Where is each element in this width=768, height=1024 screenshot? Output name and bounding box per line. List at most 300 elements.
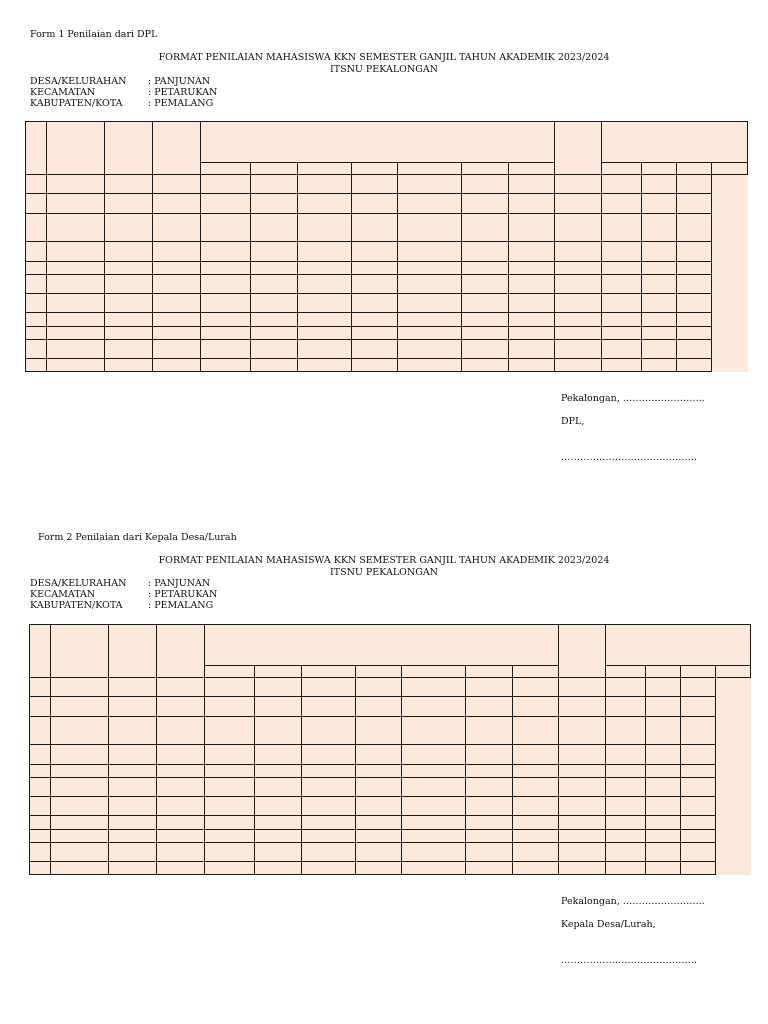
table-cell[interactable] [26, 275, 47, 294]
table-cell[interactable] [47, 359, 105, 372]
table-cell[interactable] [559, 862, 606, 875]
table-cell[interactable] [646, 778, 681, 797]
table-cell[interactable] [30, 697, 51, 717]
table-cell[interactable] [398, 214, 462, 242]
table-cell[interactable] [109, 678, 157, 697]
table-cell[interactable] [513, 797, 559, 816]
table-cell[interactable] [681, 765, 716, 778]
table-cell[interactable] [606, 843, 646, 862]
table-cell[interactable] [105, 327, 153, 340]
table-cell[interactable] [105, 275, 153, 294]
table-cell[interactable] [26, 294, 47, 313]
table-cell[interactable] [513, 816, 559, 830]
table-cell[interactable] [109, 765, 157, 778]
table-cell[interactable] [559, 778, 606, 797]
table-cell[interactable] [509, 214, 555, 242]
table-cell[interactable] [205, 765, 255, 778]
table-cell[interactable] [646, 862, 681, 875]
table-cell[interactable] [555, 275, 602, 294]
table-cell[interactable] [462, 194, 509, 214]
table-cell[interactable] [157, 745, 205, 765]
table-cell[interactable] [555, 327, 602, 340]
table-cell[interactable] [352, 359, 398, 372]
table-cell[interactable] [105, 262, 153, 275]
table-cell[interactable] [646, 717, 681, 745]
table-cell[interactable] [255, 816, 302, 830]
table-cell[interactable] [681, 717, 716, 745]
table-cell[interactable] [642, 340, 677, 359]
table-cell[interactable] [513, 778, 559, 797]
table-cell[interactable] [51, 862, 109, 875]
table-cell[interactable] [555, 194, 602, 214]
table-cell[interactable] [30, 778, 51, 797]
table-cell[interactable] [153, 359, 201, 372]
table-cell[interactable] [466, 830, 513, 843]
table-cell[interactable] [302, 697, 356, 717]
table-cell[interactable] [47, 340, 105, 359]
table-cell[interactable] [298, 359, 352, 372]
table-cell[interactable] [606, 816, 646, 830]
table-cell[interactable] [602, 175, 642, 194]
table-cell[interactable] [109, 797, 157, 816]
table-cell[interactable] [466, 862, 513, 875]
table-cell[interactable] [513, 830, 559, 843]
table-cell[interactable] [559, 797, 606, 816]
table-cell[interactable] [255, 697, 302, 717]
table-cell[interactable] [30, 843, 51, 862]
table-cell[interactable] [30, 816, 51, 830]
table-cell[interactable] [105, 214, 153, 242]
table-cell[interactable] [606, 717, 646, 745]
table-cell[interactable] [402, 778, 466, 797]
table-cell[interactable] [109, 862, 157, 875]
table-cell[interactable] [30, 797, 51, 816]
table-cell[interactable] [26, 340, 47, 359]
table-cell[interactable] [47, 194, 105, 214]
table-cell[interactable] [255, 765, 302, 778]
table-cell[interactable] [513, 843, 559, 862]
table-cell[interactable] [356, 843, 402, 862]
table-cell[interactable] [356, 778, 402, 797]
table-cell[interactable] [153, 313, 201, 327]
table-cell[interactable] [201, 275, 251, 294]
table-cell[interactable] [47, 242, 105, 262]
table-cell[interactable] [298, 313, 352, 327]
table-cell[interactable] [26, 214, 47, 242]
table-cell[interactable] [352, 214, 398, 242]
table-cell[interactable] [462, 313, 509, 327]
table-cell[interactable] [298, 275, 352, 294]
table-cell[interactable] [677, 194, 712, 214]
table-cell[interactable] [646, 678, 681, 697]
table-cell[interactable] [356, 797, 402, 816]
table-cell[interactable] [302, 678, 356, 697]
table-cell[interactable] [201, 294, 251, 313]
table-cell[interactable] [646, 745, 681, 765]
table-cell[interactable] [201, 313, 251, 327]
table-cell[interactable] [255, 717, 302, 745]
table-cell[interactable] [646, 765, 681, 778]
table-cell[interactable] [251, 313, 298, 327]
table-cell[interactable] [356, 862, 402, 875]
table-cell[interactable] [677, 262, 712, 275]
table-cell[interactable] [606, 830, 646, 843]
table-cell[interactable] [109, 830, 157, 843]
table-cell[interactable] [105, 242, 153, 262]
table-cell[interactable] [642, 214, 677, 242]
table-cell[interactable] [30, 830, 51, 843]
table-cell[interactable] [51, 843, 109, 862]
table-cell[interactable] [398, 340, 462, 359]
table-cell[interactable] [157, 797, 205, 816]
table-cell[interactable] [602, 275, 642, 294]
table-cell[interactable] [555, 359, 602, 372]
table-cell[interactable] [26, 175, 47, 194]
table-cell[interactable] [352, 294, 398, 313]
table-cell[interactable] [30, 765, 51, 778]
table-cell[interactable] [555, 294, 602, 313]
table-cell[interactable] [255, 830, 302, 843]
table-cell[interactable] [109, 778, 157, 797]
table-cell[interactable] [298, 242, 352, 262]
table-cell[interactable] [251, 242, 298, 262]
table-cell[interactable] [105, 359, 153, 372]
table-cell[interactable] [30, 745, 51, 765]
table-cell[interactable] [681, 830, 716, 843]
table-cell[interactable] [205, 862, 255, 875]
table-cell[interactable] [302, 765, 356, 778]
table-cell[interactable] [681, 678, 716, 697]
table-cell[interactable] [555, 340, 602, 359]
table-cell[interactable] [105, 313, 153, 327]
table-cell[interactable] [251, 175, 298, 194]
table-cell[interactable] [205, 717, 255, 745]
table-cell[interactable] [251, 294, 298, 313]
table-cell[interactable] [201, 214, 251, 242]
table-cell[interactable] [509, 194, 555, 214]
table-cell[interactable] [302, 745, 356, 765]
table-cell[interactable] [255, 843, 302, 862]
table-cell[interactable] [466, 778, 513, 797]
table-cell[interactable] [302, 816, 356, 830]
table-cell[interactable] [201, 262, 251, 275]
table-cell[interactable] [642, 359, 677, 372]
table-cell[interactable] [298, 214, 352, 242]
table-cell[interactable] [51, 816, 109, 830]
table-cell[interactable] [602, 313, 642, 327]
table-cell[interactable] [677, 313, 712, 327]
table-cell[interactable] [47, 313, 105, 327]
table-cell[interactable] [606, 697, 646, 717]
table-cell[interactable] [402, 745, 466, 765]
table-cell[interactable] [398, 242, 462, 262]
table-cell[interactable] [398, 194, 462, 214]
table-cell[interactable] [157, 816, 205, 830]
table-cell[interactable] [26, 262, 47, 275]
table-cell[interactable] [642, 294, 677, 313]
table-cell[interactable] [402, 843, 466, 862]
table-cell[interactable] [302, 778, 356, 797]
table-cell[interactable] [356, 765, 402, 778]
table-cell[interactable] [153, 275, 201, 294]
table-cell[interactable] [398, 275, 462, 294]
table-cell[interactable] [646, 843, 681, 862]
table-cell[interactable] [466, 717, 513, 745]
table-cell[interactable] [402, 862, 466, 875]
table-cell[interactable] [201, 194, 251, 214]
table-cell[interactable] [559, 697, 606, 717]
table-cell[interactable] [51, 717, 109, 745]
table-cell[interactable] [51, 830, 109, 843]
table-cell[interactable] [47, 262, 105, 275]
table-cell[interactable] [47, 175, 105, 194]
table-cell[interactable] [606, 765, 646, 778]
table-cell[interactable] [105, 340, 153, 359]
table-cell[interactable] [352, 242, 398, 262]
table-cell[interactable] [298, 175, 352, 194]
table-cell[interactable] [153, 214, 201, 242]
table-cell[interactable] [642, 275, 677, 294]
table-cell[interactable] [26, 242, 47, 262]
table-cell[interactable] [402, 830, 466, 843]
table-cell[interactable] [681, 797, 716, 816]
table-cell[interactable] [681, 862, 716, 875]
table-cell[interactable] [153, 242, 201, 262]
table-cell[interactable] [555, 175, 602, 194]
table-cell[interactable] [157, 717, 205, 745]
table-cell[interactable] [205, 697, 255, 717]
table-cell[interactable] [105, 194, 153, 214]
table-cell[interactable] [646, 830, 681, 843]
table-cell[interactable] [356, 717, 402, 745]
table-cell[interactable] [201, 175, 251, 194]
table-cell[interactable] [205, 816, 255, 830]
table-cell[interactable] [157, 765, 205, 778]
table-cell[interactable] [462, 359, 509, 372]
table-cell[interactable] [681, 697, 716, 717]
table-cell[interactable] [606, 678, 646, 697]
table-cell[interactable] [109, 697, 157, 717]
table-cell[interactable] [681, 816, 716, 830]
table-cell[interactable] [466, 816, 513, 830]
table-cell[interactable] [677, 175, 712, 194]
table-cell[interactable] [642, 313, 677, 327]
table-cell[interactable] [513, 862, 559, 875]
table-cell[interactable] [398, 313, 462, 327]
table-cell[interactable] [462, 175, 509, 194]
table-cell[interactable] [153, 340, 201, 359]
table-cell[interactable] [352, 194, 398, 214]
table-cell[interactable] [509, 175, 555, 194]
table-cell[interactable] [51, 797, 109, 816]
table-cell[interactable] [602, 242, 642, 262]
table-cell[interactable] [352, 262, 398, 275]
table-cell[interactable] [255, 745, 302, 765]
table-cell[interactable] [559, 745, 606, 765]
table-cell[interactable] [509, 327, 555, 340]
table-cell[interactable] [642, 262, 677, 275]
table-cell[interactable] [153, 327, 201, 340]
table-cell[interactable] [298, 327, 352, 340]
table-cell[interactable] [26, 194, 47, 214]
table-cell[interactable] [51, 765, 109, 778]
table-cell[interactable] [555, 242, 602, 262]
table-cell[interactable] [602, 359, 642, 372]
table-cell[interactable] [352, 275, 398, 294]
table-cell[interactable] [462, 242, 509, 262]
table-cell[interactable] [681, 843, 716, 862]
table-cell[interactable] [398, 175, 462, 194]
table-cell[interactable] [602, 262, 642, 275]
table-cell[interactable] [398, 294, 462, 313]
table-cell[interactable] [513, 765, 559, 778]
table-cell[interactable] [402, 797, 466, 816]
table-cell[interactable] [402, 816, 466, 830]
table-cell[interactable] [602, 340, 642, 359]
table-cell[interactable] [30, 717, 51, 745]
table-cell[interactable] [47, 327, 105, 340]
table-cell[interactable] [26, 327, 47, 340]
table-cell[interactable] [681, 778, 716, 797]
table-cell[interactable] [513, 697, 559, 717]
table-cell[interactable] [462, 327, 509, 340]
table-cell[interactable] [602, 194, 642, 214]
table-cell[interactable] [105, 294, 153, 313]
table-cell[interactable] [26, 359, 47, 372]
table-cell[interactable] [302, 717, 356, 745]
table-cell[interactable] [462, 340, 509, 359]
table-cell[interactable] [352, 175, 398, 194]
table-cell[interactable] [302, 830, 356, 843]
table-cell[interactable] [509, 340, 555, 359]
table-cell[interactable] [642, 175, 677, 194]
table-cell[interactable] [513, 745, 559, 765]
table-cell[interactable] [462, 262, 509, 275]
table-cell[interactable] [646, 816, 681, 830]
table-cell[interactable] [201, 340, 251, 359]
table-cell[interactable] [157, 862, 205, 875]
table-cell[interactable] [205, 678, 255, 697]
table-cell[interactable] [153, 175, 201, 194]
table-cell[interactable] [513, 678, 559, 697]
table-cell[interactable] [509, 359, 555, 372]
table-cell[interactable] [509, 313, 555, 327]
table-cell[interactable] [513, 717, 559, 745]
table-cell[interactable] [559, 816, 606, 830]
table-cell[interactable] [681, 745, 716, 765]
table-cell[interactable] [109, 816, 157, 830]
table-cell[interactable] [677, 214, 712, 242]
table-cell[interactable] [402, 765, 466, 778]
table-cell[interactable] [255, 778, 302, 797]
table-cell[interactable] [109, 843, 157, 862]
table-cell[interactable] [298, 294, 352, 313]
table-cell[interactable] [201, 327, 251, 340]
table-cell[interactable] [157, 843, 205, 862]
table-cell[interactable] [677, 327, 712, 340]
table-cell[interactable] [251, 327, 298, 340]
table-cell[interactable] [26, 313, 47, 327]
table-cell[interactable] [356, 678, 402, 697]
table-cell[interactable] [201, 242, 251, 262]
table-cell[interactable] [642, 194, 677, 214]
table-cell[interactable] [255, 678, 302, 697]
table-cell[interactable] [205, 797, 255, 816]
table-cell[interactable] [462, 294, 509, 313]
table-cell[interactable] [47, 214, 105, 242]
table-cell[interactable] [642, 327, 677, 340]
table-cell[interactable] [677, 275, 712, 294]
table-cell[interactable] [602, 327, 642, 340]
table-cell[interactable] [302, 797, 356, 816]
table-cell[interactable] [109, 745, 157, 765]
table-cell[interactable] [255, 862, 302, 875]
table-cell[interactable] [462, 275, 509, 294]
table-cell[interactable] [677, 359, 712, 372]
table-cell[interactable] [602, 214, 642, 242]
table-cell[interactable] [298, 194, 352, 214]
table-cell[interactable] [251, 275, 298, 294]
table-cell[interactable] [402, 717, 466, 745]
table-cell[interactable] [205, 830, 255, 843]
table-cell[interactable] [157, 678, 205, 697]
table-cell[interactable] [51, 697, 109, 717]
table-cell[interactable] [251, 214, 298, 242]
table-cell[interactable] [51, 678, 109, 697]
table-cell[interactable] [356, 816, 402, 830]
table-cell[interactable] [555, 214, 602, 242]
table-cell[interactable] [677, 294, 712, 313]
table-cell[interactable] [352, 313, 398, 327]
table-cell[interactable] [602, 294, 642, 313]
table-cell[interactable] [298, 262, 352, 275]
table-cell[interactable] [462, 214, 509, 242]
table-cell[interactable] [105, 175, 153, 194]
table-cell[interactable] [677, 340, 712, 359]
table-cell[interactable] [356, 745, 402, 765]
table-cell[interactable] [157, 778, 205, 797]
table-cell[interactable] [109, 717, 157, 745]
table-cell[interactable] [606, 797, 646, 816]
table-cell[interactable] [153, 294, 201, 313]
table-cell[interactable] [298, 340, 352, 359]
table-cell[interactable] [356, 697, 402, 717]
table-cell[interactable] [402, 678, 466, 697]
table-cell[interactable] [606, 778, 646, 797]
table-cell[interactable] [356, 830, 402, 843]
table-cell[interactable] [559, 678, 606, 697]
table-cell[interactable] [398, 359, 462, 372]
table-cell[interactable] [398, 327, 462, 340]
table-cell[interactable] [677, 242, 712, 262]
table-cell[interactable] [30, 862, 51, 875]
table-cell[interactable] [251, 262, 298, 275]
table-cell[interactable] [642, 242, 677, 262]
table-cell[interactable] [466, 797, 513, 816]
table-cell[interactable] [555, 313, 602, 327]
table-cell[interactable] [205, 745, 255, 765]
table-cell[interactable] [302, 862, 356, 875]
table-cell[interactable] [559, 765, 606, 778]
table-cell[interactable] [205, 843, 255, 862]
table-cell[interactable] [51, 745, 109, 765]
table-cell[interactable] [509, 275, 555, 294]
table-cell[interactable] [559, 717, 606, 745]
table-cell[interactable] [555, 262, 602, 275]
table-cell[interactable] [251, 359, 298, 372]
table-cell[interactable] [466, 843, 513, 862]
table-cell[interactable] [30, 678, 51, 697]
